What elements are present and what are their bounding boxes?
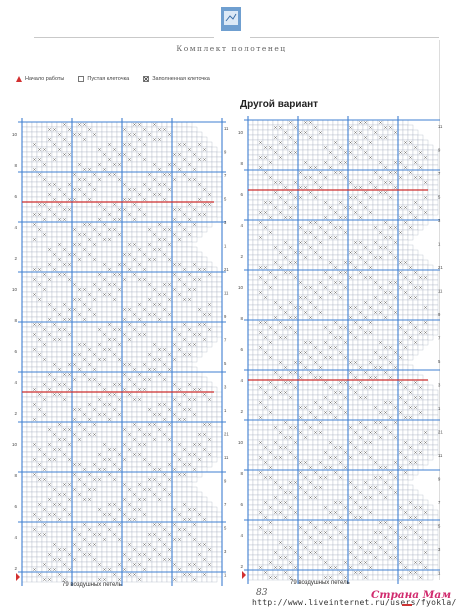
row-number: 4 [240, 533, 243, 538]
row-number: 2 [14, 256, 17, 261]
row-number: 2 [240, 254, 243, 259]
row-number: 8 [240, 316, 243, 321]
edge-row-number: 5 [438, 523, 441, 529]
edge-row-number: 1 [224, 572, 227, 578]
row-number: 10 [11, 287, 17, 292]
edge-row-number: 11 [224, 455, 229, 460]
row-number: 2 [240, 409, 243, 414]
row-number: 4 [240, 378, 243, 383]
edge-row-number: 5 [224, 361, 227, 366]
edge-row-number: 9 [438, 312, 441, 317]
edge-row-number: 21 [224, 267, 229, 272]
legend-filled-label: Заполненная клеточка [152, 76, 210, 82]
edge-row-number: 9 [224, 314, 227, 319]
edge-row-number: 1 [224, 243, 227, 249]
row-number: 10 [237, 440, 243, 445]
row-number: 6 [240, 502, 243, 507]
row-number: 6 [240, 347, 243, 352]
edge-row-number: 5 [224, 196, 227, 202]
legend-filled [143, 76, 210, 82]
edge-row-number: 11 [438, 288, 443, 294]
legend-empty [78, 76, 129, 82]
row-number: 6 [14, 349, 17, 354]
row-number: 8 [14, 163, 17, 168]
row-number: 6 [14, 504, 17, 509]
row-number: 4 [240, 223, 243, 228]
row-number: 4 [14, 225, 17, 230]
chain-label-right: 79 воздушных петель [290, 580, 350, 586]
edge-row-number: 3 [224, 220, 227, 225]
edge-row-number: 5 [438, 359, 441, 364]
chart-grid [0, 112, 232, 594]
edge-row-number: 11 [224, 126, 229, 131]
edge-row-number: 3 [224, 549, 227, 554]
edge-row-number: 1 [224, 408, 227, 413]
filled-cell-icon [143, 76, 149, 82]
edge-row-number: 3 [438, 382, 441, 388]
page-title: Комплект полотенец [176, 44, 287, 53]
edge-row-number: 1 [438, 406, 441, 411]
legend [16, 74, 210, 84]
edge-row-number: 7 [224, 173, 227, 178]
edge-row-number: 3 [224, 384, 227, 390]
edge-row-number: 7 [224, 337, 227, 343]
chain-label-left: 79 воздушных петель [62, 582, 122, 588]
edge-row-number: 7 [224, 502, 227, 507]
edge-row-number: 5 [438, 194, 441, 200]
legend-start [16, 76, 64, 82]
edge-row-number: 9 [224, 478, 227, 484]
row-number: 2 [14, 411, 17, 416]
edge-row-number: 1 [438, 570, 441, 576]
row-number: 8 [240, 471, 243, 476]
edge-row-number: 7 [438, 335, 441, 341]
row-number: 10 [237, 285, 243, 290]
edge-row-number: 7 [438, 171, 441, 176]
edge-row-number: 9 [438, 476, 441, 482]
edge-row-number: 5 [224, 525, 227, 531]
start-marker-icon [242, 571, 246, 579]
book-logo-icon [220, 6, 242, 32]
edge-row-number: 21 [438, 265, 443, 270]
row-number: 6 [14, 194, 17, 199]
start-triangle-icon [16, 76, 22, 82]
edge-row-number: 1 [438, 241, 441, 247]
page-number: 83 [256, 588, 268, 598]
edge-row-number: 11 [224, 290, 229, 296]
header-rule-left [34, 37, 214, 38]
row-number: 10 [11, 442, 17, 447]
edge-row-number: 9 [224, 149, 227, 155]
row-number: 2 [240, 564, 243, 569]
crochet-chart-right [236, 112, 446, 592]
edge-row-number: 21 [438, 429, 443, 435]
row-number: 8 [14, 318, 17, 323]
chart-grid [236, 112, 446, 592]
row-number: 2 [14, 566, 17, 571]
edge-row-number: 3 [438, 218, 441, 223]
row-number: 8 [14, 473, 17, 478]
edge-row-number: 7 [438, 500, 441, 505]
legend-start-label: Начало работы [25, 76, 65, 82]
edge-row-number: 9 [438, 147, 441, 153]
legend-empty-label: Пустая клеточка [87, 76, 130, 82]
header-rule-right [250, 37, 439, 38]
edge-row-number: 11 [438, 124, 443, 129]
watermark-logo: Страна Мам [371, 589, 452, 601]
row-number: 4 [14, 535, 17, 540]
row-number: 10 [237, 130, 243, 135]
row-number: 8 [240, 161, 243, 166]
corner-mark [402, 604, 412, 606]
source-url[interactable]: http://www.liveinternet.ru/users/fyokla/ [252, 598, 457, 607]
row-number: 10 [11, 132, 17, 137]
variant-title: Другой вариант [240, 99, 319, 110]
edge-row-number: 3 [438, 547, 441, 552]
row-number: 4 [14, 380, 17, 385]
edge-row-number: 11 [438, 453, 443, 458]
crochet-chart-left [0, 112, 232, 594]
chart-cells [248, 120, 438, 580]
start-marker-icon [16, 573, 20, 581]
edge-row-number: 21 [224, 431, 229, 437]
empty-cell-icon [78, 76, 84, 82]
row-number: 6 [240, 192, 243, 197]
